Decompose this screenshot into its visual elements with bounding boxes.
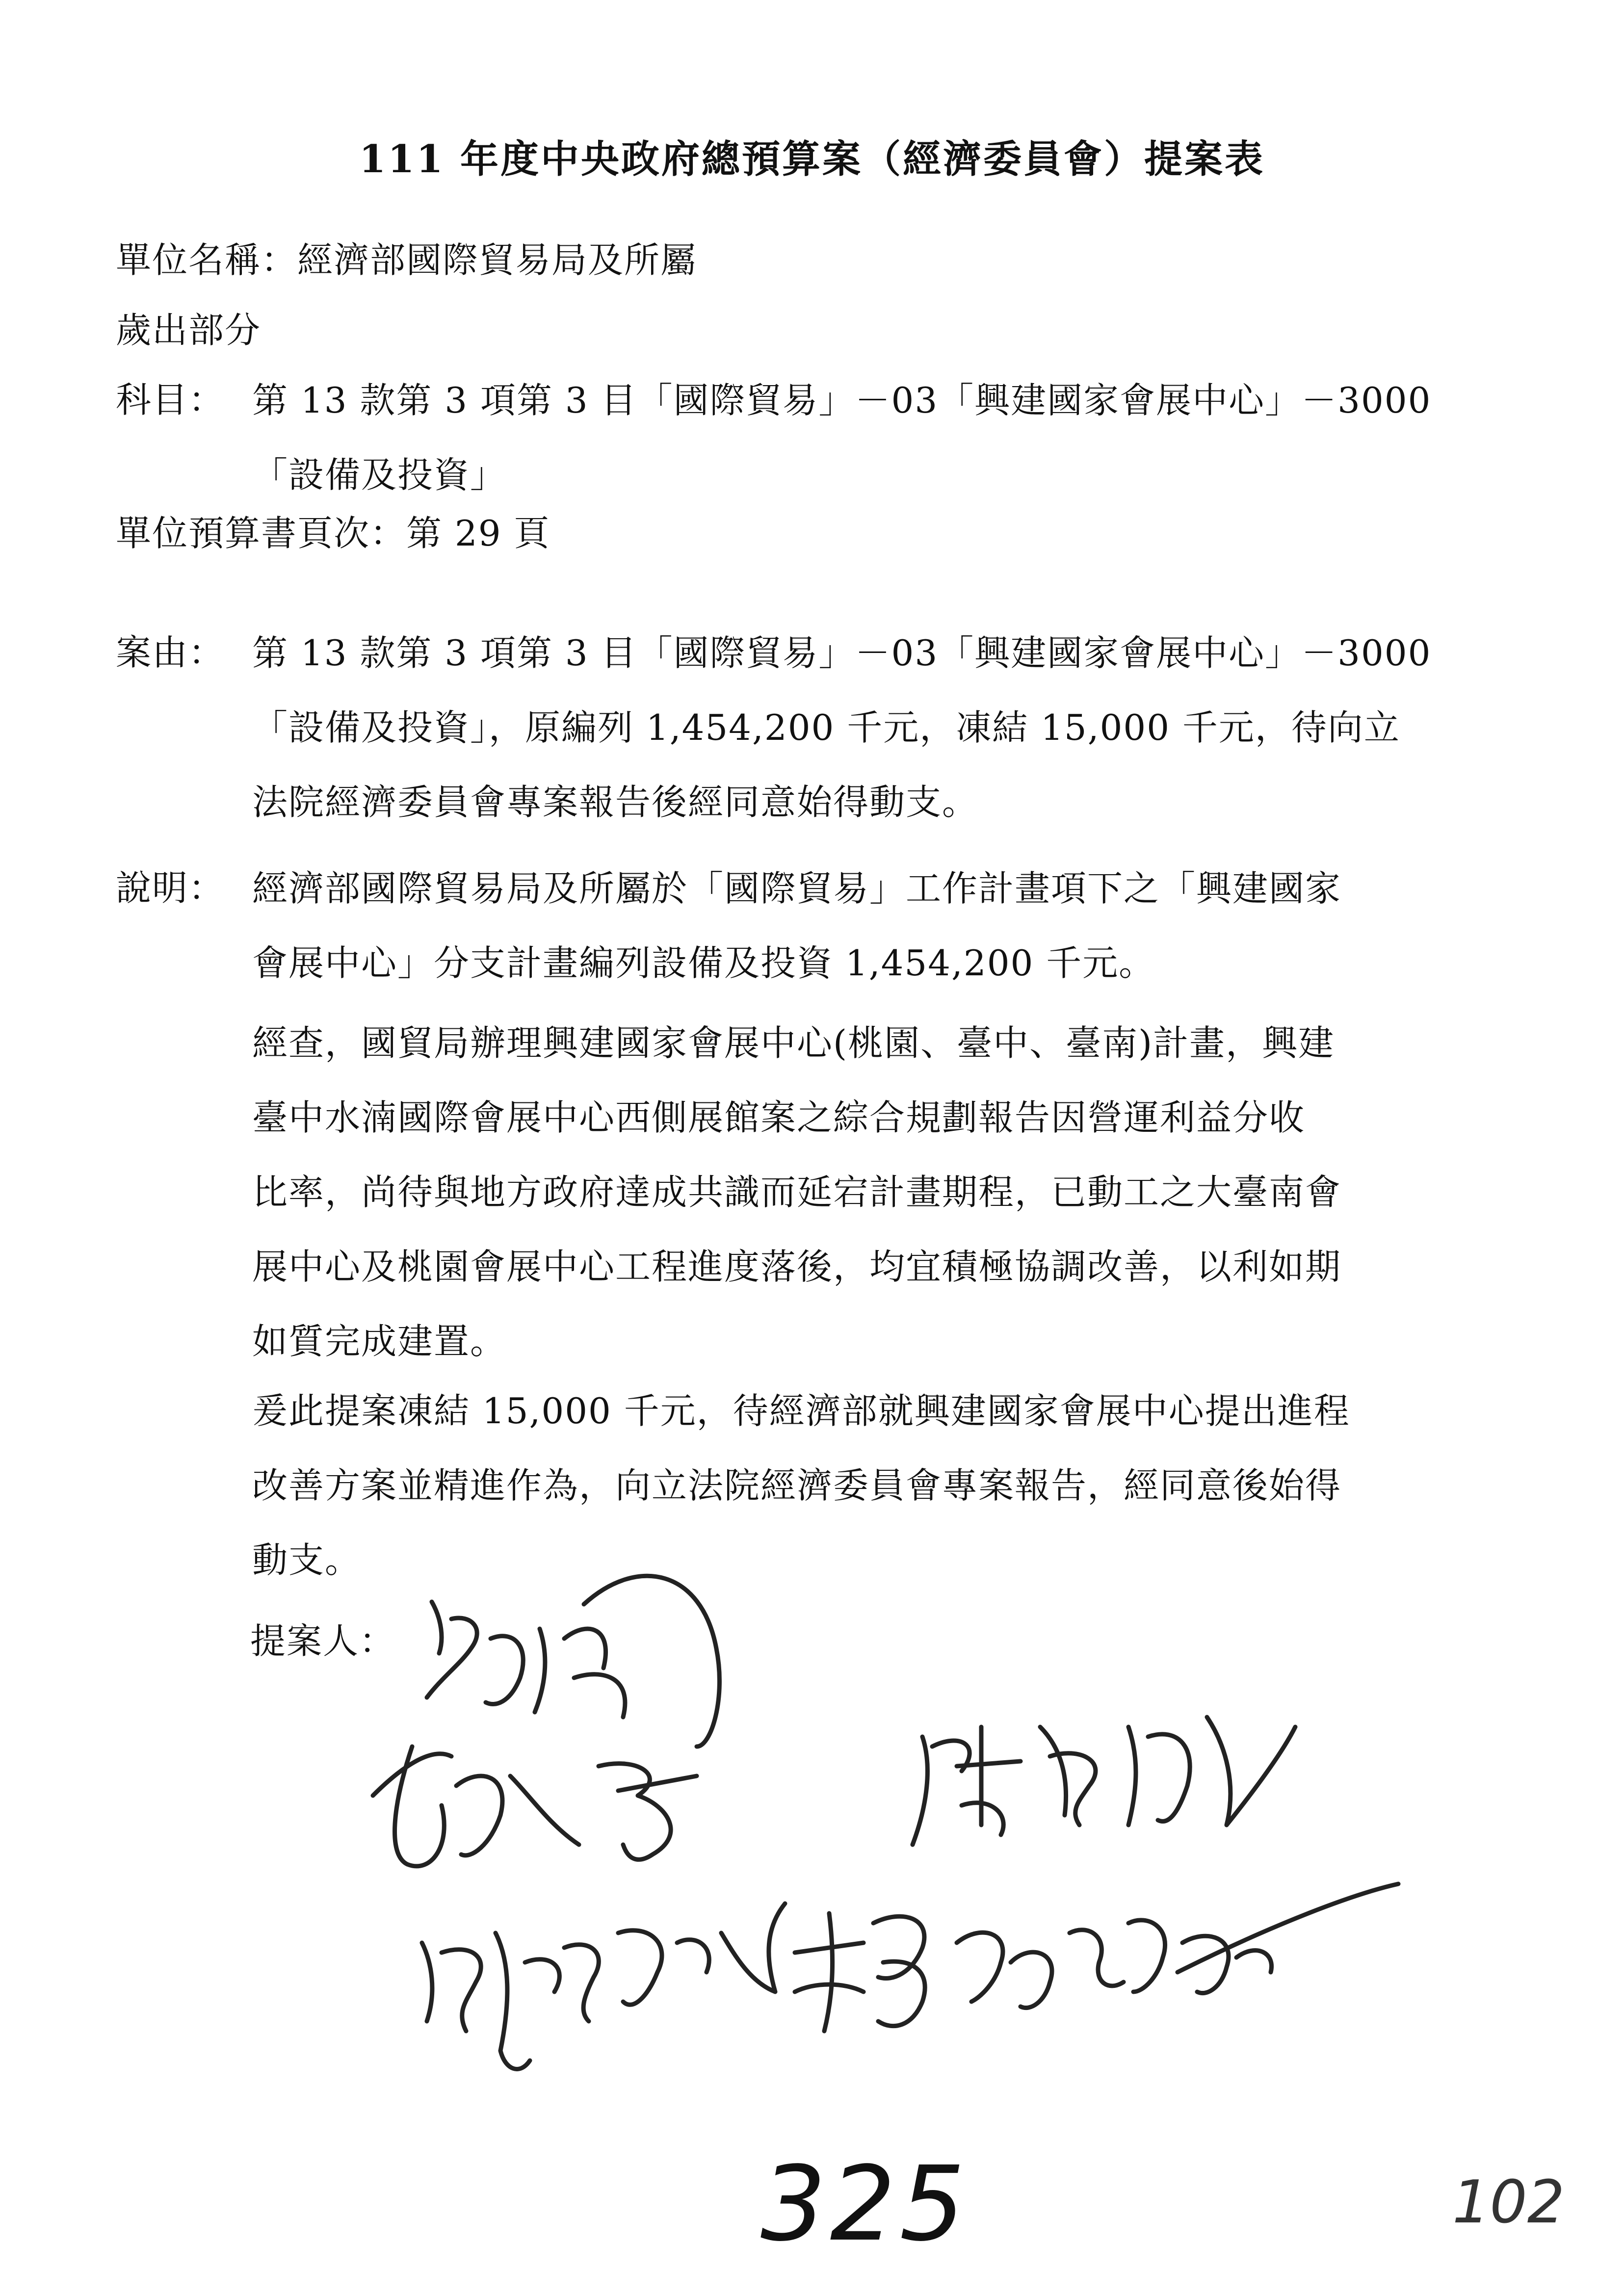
paragraph-line: 經查，國貿局辦理興建國家會展中心(桃園、臺中、臺南)計畫，興建: [252, 1022, 1335, 1064]
paragraph-line: 展中心及桃園會展中心工程進度落後，均宜積極協調改善，以利如期: [252, 1246, 1342, 1287]
explanation-line: 經濟部國際貿易局及所屬於「國際貿易」工作計畫項下之「興建國家: [252, 868, 1342, 909]
subject-label: 科目：: [116, 379, 225, 420]
reason-line: 第 13 款第 3 項第 3 目「國際貿易」－03「興建國家會展中心」－3000: [252, 632, 1432, 674]
explanation-line: 會展中心」分支計畫編列設備及投資 1,454,200 千元。: [252, 942, 1155, 984]
page-number-handwritten: 325: [760, 2144, 969, 2264]
paragraph-line: 如質完成建置。: [252, 1321, 507, 1362]
page-title: 111 年度中央政府總預算案（經濟委員會）提案表: [359, 137, 1265, 182]
subject-line: 「設備及投資」: [252, 454, 507, 496]
signature-5: [795, 1884, 1398, 2031]
explanation-label: 說明：: [116, 867, 225, 909]
paragraph-line: 臺中水湳國際會展中心西側展館案之綜合規劃報告因營運利益分收: [252, 1097, 1306, 1138]
unit-name: 單位名稱：經濟部國際貿易局及所屬: [116, 239, 697, 281]
signature-1: [427, 1576, 719, 1747]
subject-line: 第 13 款第 3 項第 3 目「國際貿易」－03「興建國家會展中心」－3000: [252, 380, 1432, 421]
budget-page-ref: 單位預算書頁次：第 29 頁: [116, 513, 550, 554]
reason-line: 「設備及投資」，原編列 1,454,200 千元，凍結 15,000 千元，待向立: [252, 707, 1400, 748]
paragraph-line: 改善方案並精進作為，向立法院經濟委員會專案報告，經同意後始得: [252, 1465, 1342, 1506]
paragraph-line: 比率，尚待與地方政府達成共識而延宕計畫期程，已動工之大臺南會: [252, 1172, 1342, 1213]
signature-4: [422, 1904, 785, 2069]
reason-label: 案由：: [116, 632, 225, 673]
signature-3: [913, 1717, 1295, 1845]
paragraph-line: 爰此提案凍結 15,000 千元，待經濟部就興建國家會展中心提出進程: [252, 1390, 1350, 1432]
section-label: 歲出部分: [116, 310, 262, 351]
signature-2: [373, 1747, 697, 1866]
page-number-small: 102: [1452, 2168, 1565, 2237]
reason-line: 法院經濟委員會專案報告後經同意始得動支。: [252, 782, 979, 823]
paragraph-line: 動支。: [252, 1539, 362, 1581]
proposer-label: 提案人：: [250, 1620, 396, 1662]
